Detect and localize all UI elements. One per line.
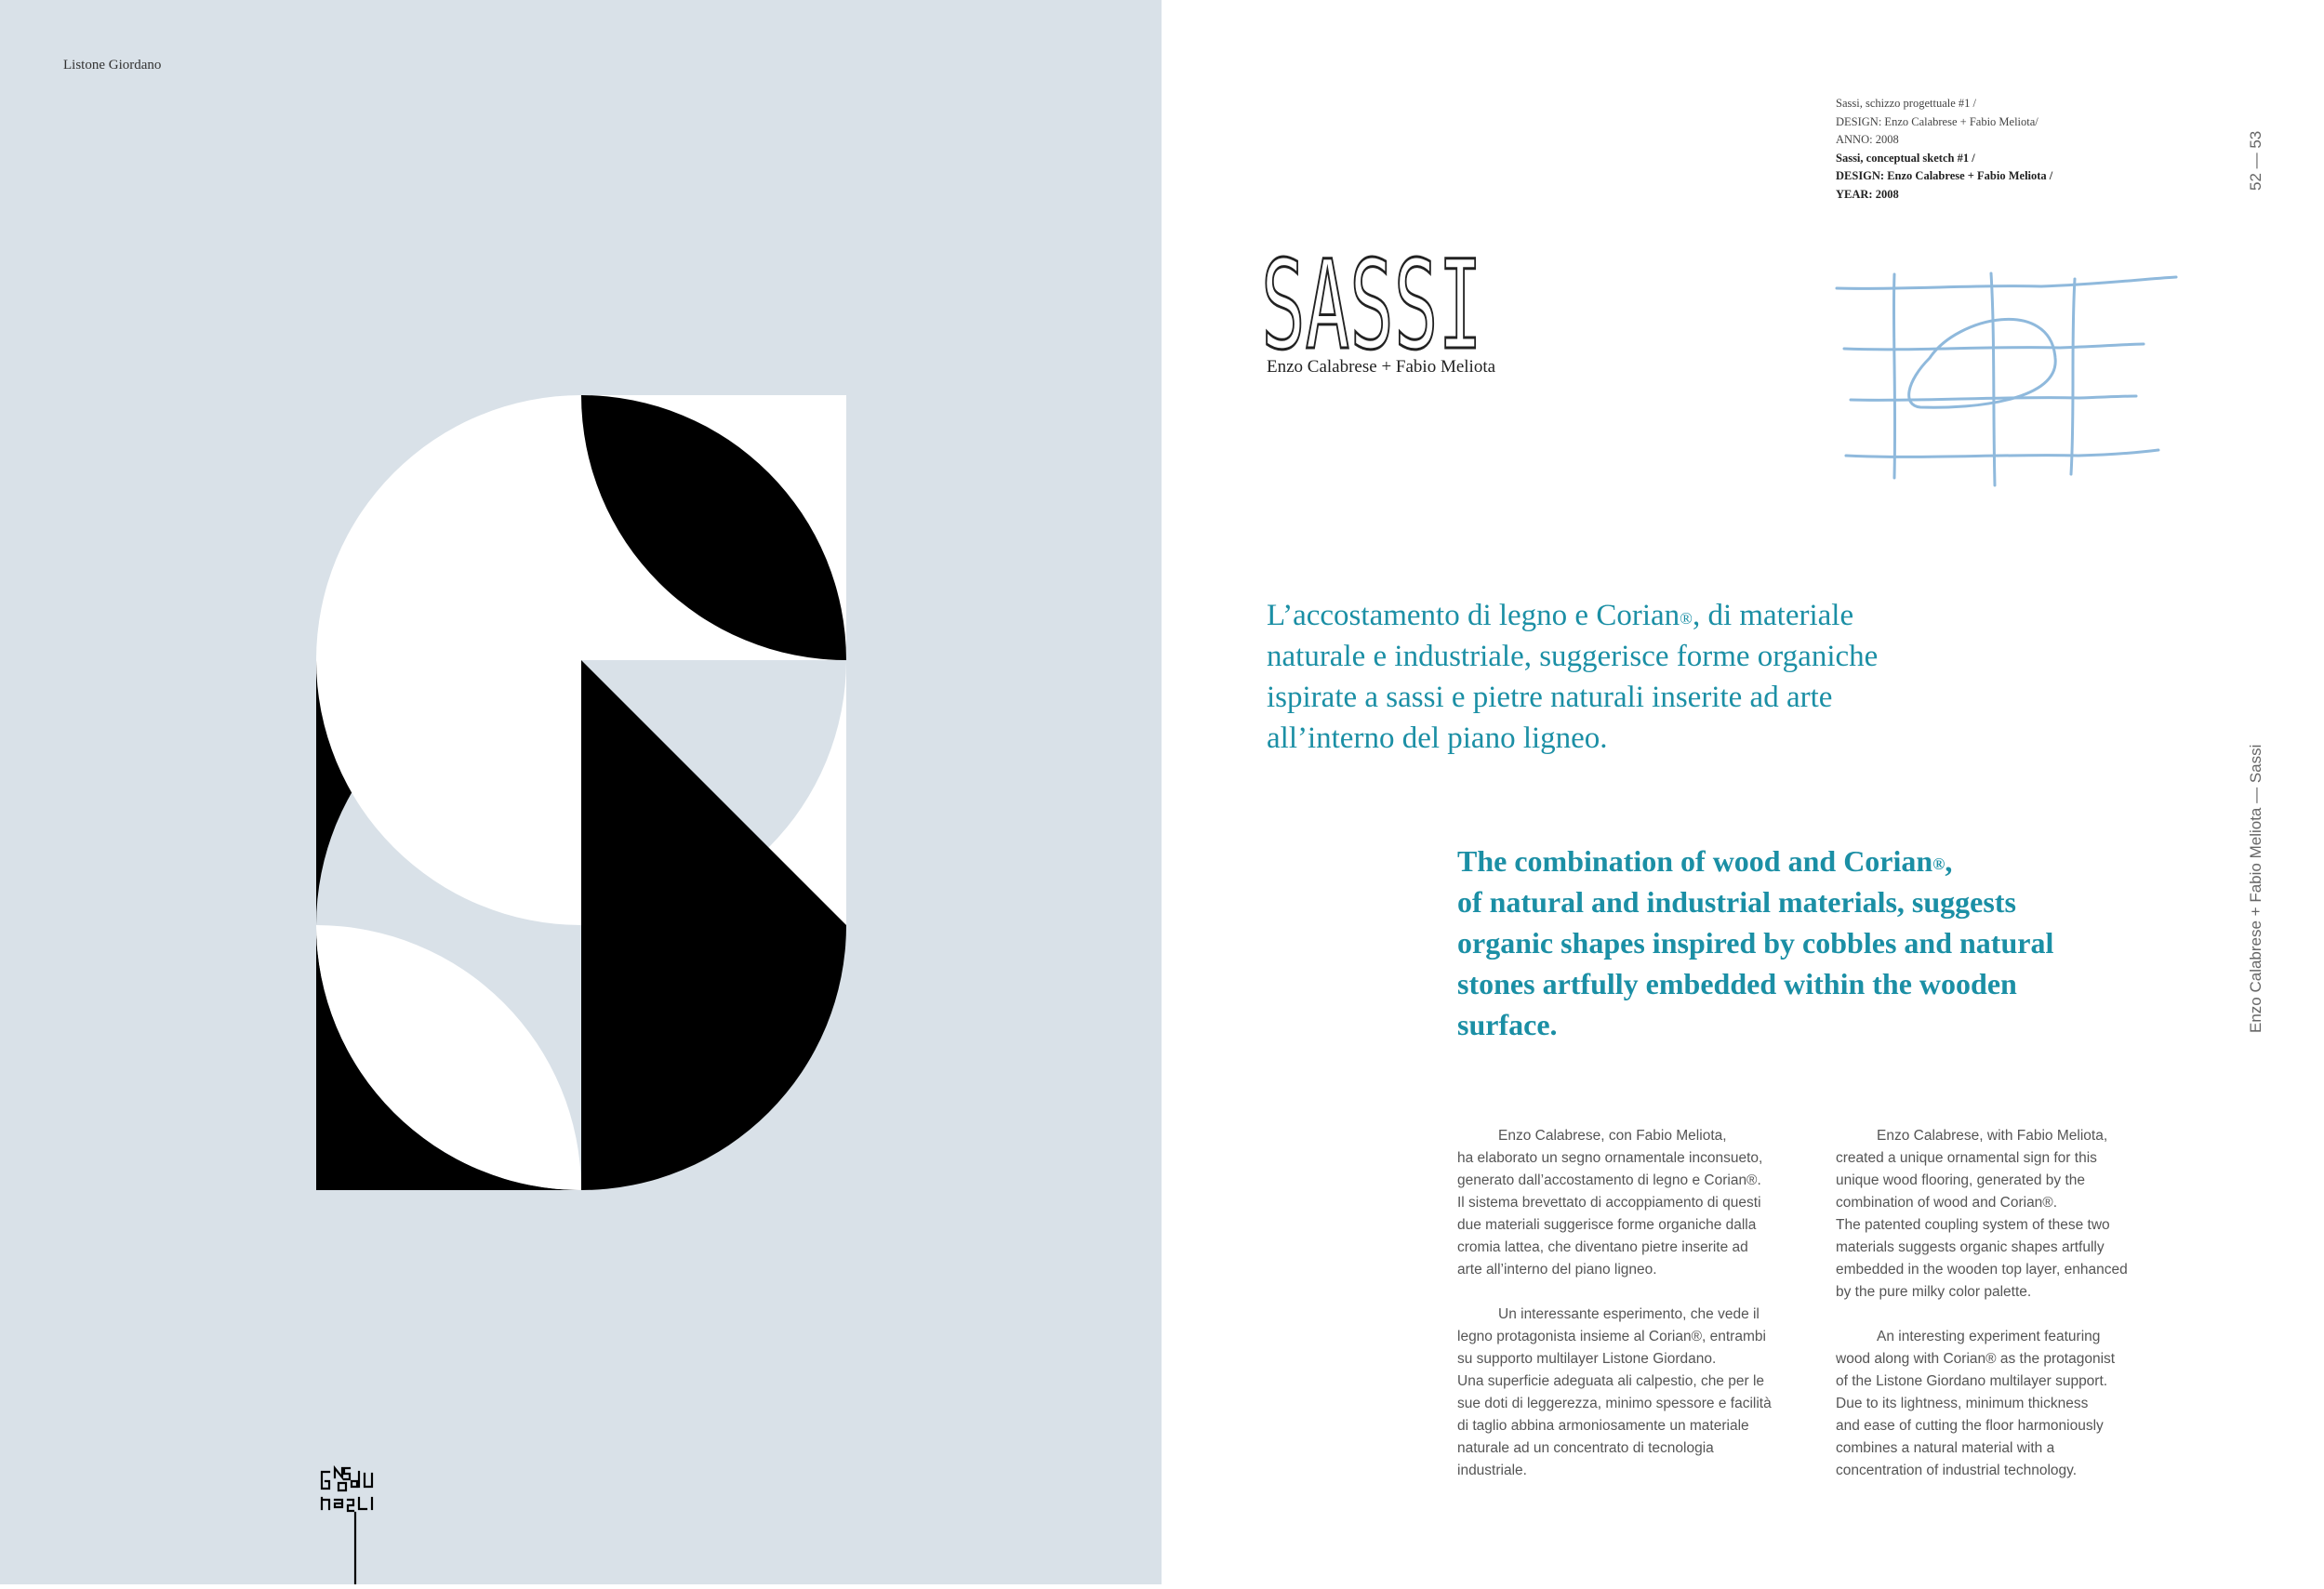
sketch-line bbox=[2071, 279, 2075, 474]
body-line: wood along with Corian® as the protagonist bbox=[1836, 1348, 2189, 1371]
body-line: An interesting experiment featuring bbox=[1836, 1326, 2189, 1348]
caption-it-line: Sassi, schizzo progettuale #1 / bbox=[1836, 95, 2115, 113]
body-english bbox=[1836, 1125, 2189, 1482]
body-line: Una superficie adeguata ali calpestio, che per le bbox=[1457, 1371, 1811, 1393]
body-line: of the Listone Giordano multilayer support. bbox=[1836, 1371, 2189, 1393]
left-page bbox=[0, 0, 1162, 1584]
sketch-line bbox=[1991, 273, 1995, 485]
body-line: Il sistema brevettato di accoppiamento di questi bbox=[1457, 1192, 1811, 1214]
page-title bbox=[1261, 244, 1484, 355]
sketch-line bbox=[1837, 277, 2176, 288]
author-line: Enzo Calabrese + Fabio Meliota bbox=[1267, 357, 1495, 377]
body-line: concentration of industrial technology. bbox=[1836, 1460, 2189, 1482]
body-line: unique wood flooring, generated by the bbox=[1836, 1170, 2189, 1192]
title-text: SASSI bbox=[1261, 244, 1482, 355]
caption-en-line: YEAR: 2008 bbox=[1836, 186, 2115, 205]
body-line: ha elaborato un segno ornamentale inconsueto, bbox=[1457, 1147, 1811, 1170]
caption-en-line: Sassi, conceptual sketch #1 / bbox=[1836, 150, 2115, 168]
geometric-s-artwork bbox=[316, 395, 846, 1190]
sketch-pebble bbox=[1909, 319, 2056, 407]
sketch-drawing bbox=[1827, 270, 2181, 488]
body-line: The patented coupling system of these two bbox=[1836, 1214, 2189, 1237]
body-line: combines a natural material with a bbox=[1836, 1437, 2189, 1460]
body-line: cromia lattea, che diventano pietre inserite ad bbox=[1457, 1237, 1811, 1259]
sassi-logo bbox=[318, 1464, 392, 1584]
body-line: Enzo Calabrese, with Fabio Meliota, bbox=[1836, 1125, 2189, 1147]
caption-it-line: ANNO: 2008 bbox=[1836, 131, 2115, 150]
body-line: embedded in the wooden top layer, enhanced bbox=[1836, 1259, 2189, 1281]
body-line: legno protagonista insieme al Corian®, entrambi bbox=[1457, 1326, 1811, 1348]
body-line: materials suggests organic shapes artfully bbox=[1836, 1237, 2189, 1259]
title-lettering bbox=[1261, 244, 1484, 355]
body-italian bbox=[1457, 1125, 1811, 1482]
body-line: su supporto multilayer Listone Giordano. bbox=[1457, 1348, 1811, 1371]
logo-mark-icon bbox=[318, 1464, 392, 1584]
sketch-caption bbox=[1836, 95, 2115, 204]
sketch-line bbox=[1846, 450, 2158, 457]
body-line: di taglio abbina armoniosamente un materiale bbox=[1457, 1415, 1811, 1437]
running-head: Listone Giordano bbox=[63, 58, 161, 73]
sketch-line bbox=[1893, 274, 1894, 478]
body-line: Enzo Calabrese, con Fabio Meliota, bbox=[1457, 1125, 1811, 1147]
page-numbers: 52 — 53 bbox=[2243, 130, 2271, 195]
body-line: Due to its lightness, minimum thickness bbox=[1836, 1393, 2189, 1415]
intro-italian: L’accostamento di legno e Corian®, di materiale naturale e industriale, suggerisce forme organiche ispirate a sassi e pietre naturali inserite ad arte all’interno del piano ligneo. bbox=[1267, 595, 2011, 759]
side-running-title: Enzo Calabrese + Fabio Meliota — Sassi bbox=[2243, 739, 2271, 1037]
intro-english: The combination of wood and Corian®, of natural and industrial materials, suggests organic shapes inspired by cobbles and natural stones artfully embedded within the wooden surface. bbox=[1457, 841, 2127, 1045]
geometric-s-composition bbox=[316, 395, 846, 1190]
body-line: sue doti di leggerezza, minimo spessore e facilità bbox=[1457, 1393, 1811, 1415]
body-line: Un interessante esperimento, che vede il bbox=[1457, 1304, 1811, 1326]
body-line: arte all’interno del piano ligneo. bbox=[1457, 1259, 1811, 1281]
body-line: created a unique ornamental sign for this bbox=[1836, 1147, 2189, 1170]
caption-it-line: DESIGN: Enzo Calabrese + Fabio Meliota/ bbox=[1836, 113, 2115, 132]
body-line: combination of wood and Corian®. bbox=[1836, 1192, 2189, 1214]
body-line: naturale ad un concentrato di tecnologia bbox=[1457, 1437, 1811, 1460]
body-line: due materiali suggerisce forme organiche dalla bbox=[1457, 1214, 1811, 1237]
body-line: industriale. bbox=[1457, 1460, 1811, 1482]
body-line: and ease of cutting the floor harmoniously bbox=[1836, 1415, 2189, 1437]
caption-en-line: DESIGN: Enzo Calabrese + Fabio Meliota / bbox=[1836, 167, 2115, 186]
conceptual-sketch bbox=[1827, 270, 2181, 488]
body-line: generato dall’accostamento di legno e Corian®. bbox=[1457, 1170, 1811, 1192]
body-line: by the pure milky color palette. bbox=[1836, 1281, 2189, 1304]
